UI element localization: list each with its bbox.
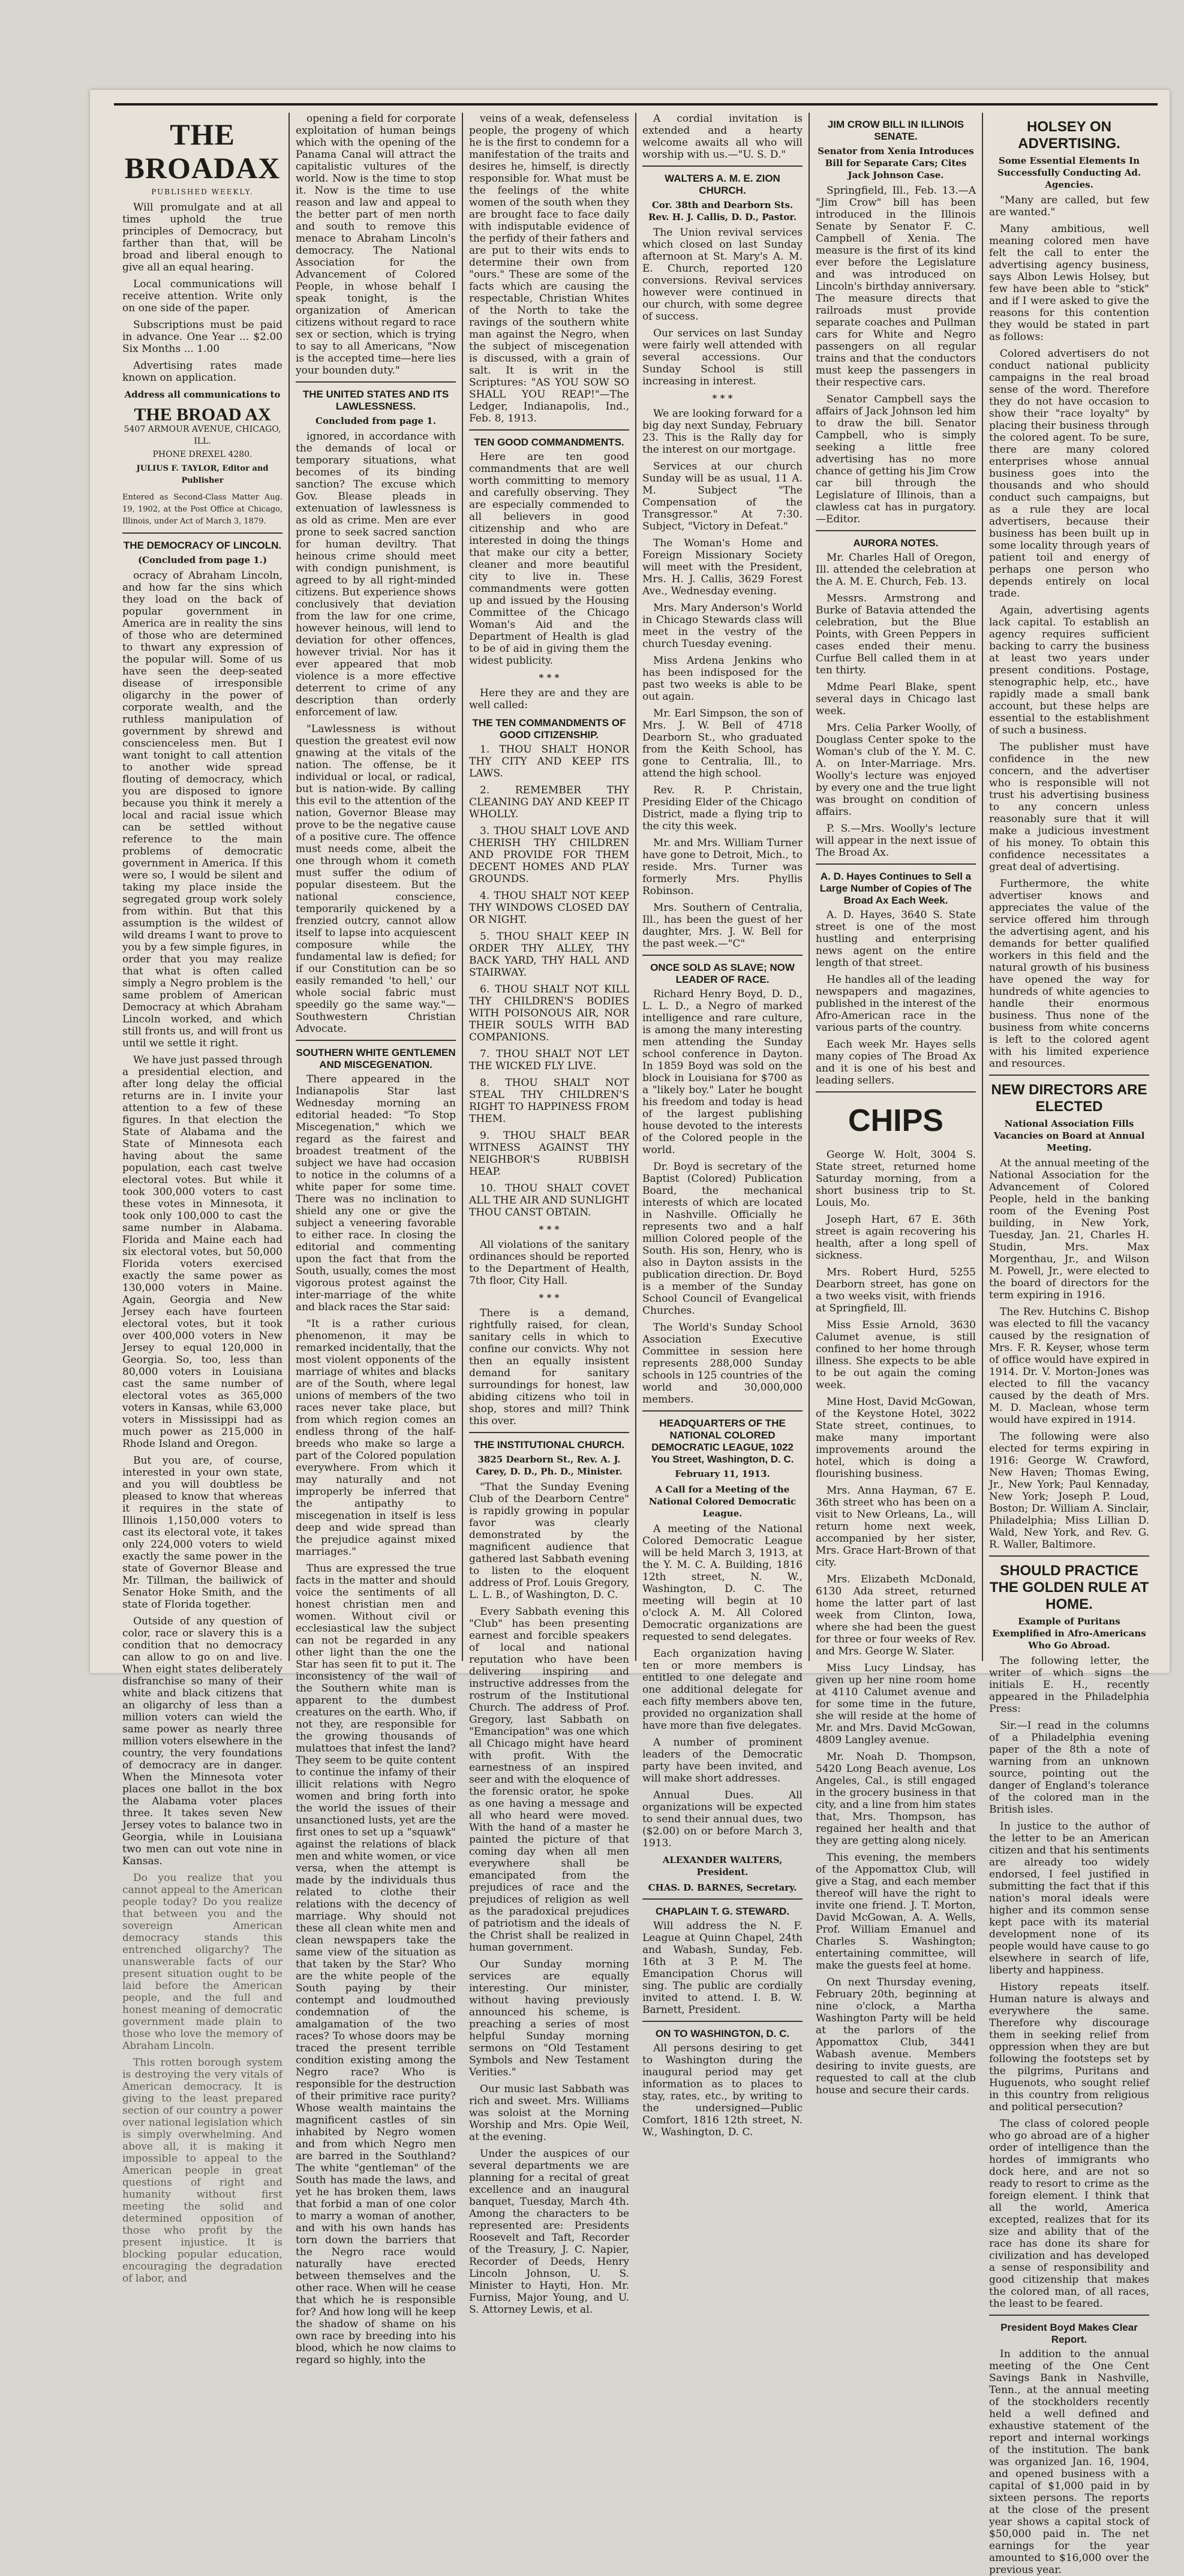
paragraph: All violations of the sanitary ordinances should be reported to the Department of Health, 7th floor, City Hall. [469, 1239, 629, 1287]
paragraph: Mrs. Mary Anderson's World in Chicago Stewards class will meet in the vestry of the church Tuesday evening. [642, 602, 803, 650]
column-4 [636, 113, 810, 2138]
paragraph: He handles all of the leading newspapers and magazines, published in the interest of the Afro-American race in the various parts of the country. [816, 974, 976, 1034]
paragraph: Many ambitious, well meaning colored men have felt the call to enter the advertising agency business, says Albon Lewis Holsey, but few have been able to "stick" and if I were asked to give the reasons for this contention they would be stated in part as follows: [989, 223, 1149, 343]
paragraph: Our services on last Sunday were fairly well attended with several accessions. Our Sunday School is still increasing in interest. [642, 327, 803, 387]
paragraph: Outside of any question of color, race or slavery this is a condition that no democracy can allow to go on and live. When eight states deliberately disfranchise so many of their white and black citizens that an oligarchy of less than a million voters can wield the same power as nearly three million voters elsewhere in the country, the very foundations of democracy are in danger. When the Minnesota voter places one ballot in the box the Alabama voter places three. It takes seven New Jersey votes to balance two in Georgia, while in Louisiana two men can out vote nine in Kansas. [122, 1615, 283, 1867]
signature: CHAS. D. BARNES, Secretary. [648, 1882, 797, 1893]
paragraph: Mr. Earl Simpson, the son of Mrs. J. W. Bell of 4718 Dearborn St., who graduated from the Keith School, has gone to Centralia, Ill., to attend the high school. [642, 708, 803, 780]
paragraph: Here they are and they are well called: [469, 687, 629, 711]
paragraph: Annual Dues. All organizations will be expected to send their annual dues, two ($2.00) on or before March 3, 1913. [642, 1789, 803, 1849]
heading-new-directors: NEW DIRECTORS ARE ELECTED [991, 1082, 1147, 1115]
masthead-editor: JULIUS F. TAYLOR, Editor and Publisher [136, 464, 269, 485]
masthead-address: 5407 ARMOUR AVENUE, CHICAGO, ILL. [124, 425, 281, 446]
subheading: (Concluded from page 1.) [137, 555, 268, 565]
divider [816, 863, 976, 865]
subheading: A Call for a Meeting of the National Colored Democratic League. [648, 1484, 797, 1519]
paragraph: History repeats itself. Human nature is always and everywhere the same. Therefore why discourage them in seeking relief from oppression when they are but following the footsteps set by the pilgrims, Puritans and Huguenots, who sought relief in this country from religious and political persecution? [989, 1981, 1149, 2113]
commandment: 7. THOU SHALT NOT LET THE WICKED FLY LIVE. [469, 1048, 629, 1072]
paragraph: Messrs. Armstrong and Burke of Batavia attended the celebration, but the Blue Points, with Green Peppers in cases ended their menu. Curfue Bell called them in at ten thirty. [816, 592, 976, 676]
paragraph: Rev. R. P. Christain, Presiding Elder of the Chicago District, made a flying trip to the city this week. [642, 784, 803, 832]
masthead-intro: Will promulgate and at all times uphold the true principles of Democracy, but farther than that, will be broad and liberal enough to give all an equal hearing. [122, 201, 283, 273]
heading-democracy-lincoln: THE DEMOCRACY OF LINCOLN. [123, 540, 282, 551]
stars: * * * [539, 1292, 560, 1303]
divider [989, 1075, 1149, 1076]
heading-chips: CHIPS [848, 1103, 943, 1138]
top-rule [114, 103, 1158, 106]
paragraph: We are looking forward for a big day next Sunday, February 23. This is the Rally day for the interest on our mortgage. [642, 408, 803, 456]
paragraph: On next Thursday evening, February 20th, beginning at nine o'clock, a Martha Washington Party will be held at the parlors of the Appomattox Club, 3441 Wabash avenue. Members desiring to invite guests, are requested to call at the club house and secure their cards. [816, 1976, 976, 2096]
commandment: 3. THOU SHALT LOVE AND CHERISH THY CHILDREN AND PROVIDE FOR THEM DECENT HOMES AND PLAY GROUNDS. [469, 825, 629, 885]
column-2 [290, 113, 463, 2366]
paragraph: Will address the N. F. League at Quinn Chapel, 24th and Wabash, Sunday, Feb. 16th at 3 P. M. The Emancipation Chorus will sing. The public are cordially invited to attend. I. B. W. Barnett, President. [642, 1920, 803, 2016]
heading-once-sold-as-slave: ONCE SOLD AS SLAVE; NOW LEADER OF RACE. [650, 962, 795, 985]
divider [989, 2315, 1149, 2316]
stars: * * * [539, 672, 560, 683]
subheading: Example of Puritans Exemplified in Afro-Americans Who Go Abroad. [992, 1616, 1146, 1651]
column-6 [983, 113, 1155, 2576]
paragraph: Furthermore, the white advertiser knows and appreciates the value of the service offered him through the advertising agent, and his demands for better qualified workers in this field and the natural growth of his business have opened the way for hundreds of white agencies to handle their enormous business. Thus none of the business from white concerns is left to the colored agent with his limited experience and resources. [989, 878, 1149, 1070]
heading-chaplain-steward: CHAPLAIN T. G. STEWARD. [656, 1906, 789, 1917]
column-1 [116, 113, 290, 2285]
masthead-title-2: THE BROAD AX [134, 405, 271, 425]
divider [296, 1040, 456, 1041]
paragraph: veins of a weak, defenseless people, the progeny of which he is the first to condemn for a manifestation of the traits and desires he, himself, is directly responsible for. What must be the feelings of the white women of the south when they are brought face to face daily with indisputable evidence of the perfidy of their fathers and are put to their wits ends to determine their own from "ours." These are some of the facts which are causing the respectable, Christian Whites of the North to take the ravings of the southern white man against the Negro, when the subject of miscegenation is discussed, with a grain of salt. It is writ in the Scriptures: "AS YOU SOW SO SHALL YOU REAP!"—The Ledger, Indianapolis, Ind., Feb. 8, 1913. [469, 113, 629, 425]
paragraph: There appeared in the Indianapolis Star last Wednesday morning an editorial headed: "To Stop Miscegenation," which we regard as the fairest and broadest treatment of the subject we have had occasion to notice in the columns of a white paper for some time. There was no inclination to shield any one or give the subject a veneering favorable to either race. In closing the editorial and commenting upon the fact that from the South, usually, comes the most vigorous protest against the inter-marriage of the white and black races the Star said: [296, 1073, 456, 1313]
paragraph: In addition to the annual meeting of the One Cent Savings Bank in Nashville, Tenn., at the annual meeting of the stockholders recently held a well defined and exhaustive statement of the report and internal workings of the institution. The bank was organized Jan. 16, 1904, and opened business with a capital of $1,000 paid in by sixteen persons. The reports at the close of the present year shows a capital stock of $50,000 paid in. The net earnings for the year amounted to $16,000 over the previous year. [989, 2348, 1149, 2576]
paragraph: Mdme Pearl Blake, spent several days in Chicago last week. [816, 681, 976, 717]
masthead-published: PUBLISHED WEEKLY. [151, 188, 254, 196]
divider [642, 2021, 803, 2022]
column-3 [463, 113, 636, 2316]
paragraph: "Lawlessness is without question the greatest evil now gnawing at the vitals of the nation. The offense, be it individual or local, or radical, but is nation-wide. By calling this evil to the attention of the nation, Governor Blease may prove to be the negative cause of a positive cure. The offence must needs come, albeit the one through whom it cometh must suffer the odium of popular disesteem. But the national conscience, temporarily quickened by a frenzied outcry, cannot allow itself to lapse into acquiescent composure while the fundamental law is defied; for if our Constitution can be so easily remanded 'to hell,' our whole social fabric must speedily go the same way."—Southwestern Christian Advocate. [296, 723, 456, 1035]
paragraph: Mrs. Robert Hurd, 5255 Dearborn street, has gone on a two weeks visit, with friends at Springfield, Ill. [816, 1266, 976, 1314]
paragraph: The Rev. Hutchins C. Bishop was elected to fill the vacancy caused by the resignation of Mrs. F. R. Keyser, whose term of office would have expired in 1914. Dr. V. Morton-Jones was elected to fill the vacancy caused by the death of Mrs. M. D. Maclean, whose term would have expired in 1914. [989, 1306, 1149, 1426]
paragraph: There is a demand, rightfully raised, for clean, sanitary cells in which to confine our convicts. Why not then an equally insistent demand for sanitary surroundings for honest, law abiding citizens who toil in shop, stores and mill? Think this over. [469, 1307, 629, 1427]
paragraph: Mr. and Mrs. William Turner have gone to Detroit, Mich., to reside. Mrs. Turner was formerly Mrs. Phyllis Robinson. [642, 837, 803, 897]
paragraph: ignored, in accordance with the demands of local or temporary situations, what becomes of its binding sanction? The excuse which Gov. Blease pleads in extenuation of lawlessness is as old as crime. Men are ever prone to seek sacred sanction for human deviltry. That heinous crime should meet with condign punishment, is agreed to by all right-minded citizens. But experience shows conclusively that deviation from the law for one crime, however heinous, will lend to deviation for other offences, however trivial. Nor has it ever appeared that mob violence is a more effective deterrent to crime of any description than orderly enforcement of law. [296, 431, 456, 718]
paragraph: opening a field for corporate exploitation of human beings which with the opening of the Panama Canal will attract the capitalistic vultures of the world. Now is the time to stop it. Now is the time to use reason and law and appeal to the better part of men north and south to remove this menace to Abraham Lincoln's democracy. The National Association for the Advancement of Colored People, in whose behalf I speak tonight, is the organization of American citizens without regard to race sex or section, which is trying to say to all Americans, "Now is the accepted time—here lies your bounden duty." [296, 113, 456, 377]
paragraph: Springfield, Ill., Feb. 13.—A "Jim Crow" bill has been introduced in the Illinois Senate by Senator F. C. Campbell of Xenia. The measure is the first of its kind ever before the Legislature and was introduced on Lincoln's birthday anniversary. The measure directs that railroads must provide separate coaches and Pullman cars for White and Negro passengers on all regular trains and that the conductors must keep the passengers in their respective cars. [816, 185, 976, 389]
paragraph: Under the auspices of our several departments we are planning for a recital of great excellence and an inaugural banquet, Tuesday, March 4th. Among the characters to be represented are: Presidents Roosevelt and Taft, Recorder of the Treasury, J. C. Napier, Recorder of Deeds, Henry Lincoln Johnson, U. S. Minister to Hayti, Hon. Mr. Furniss, Major Young, and U. S. Attorney Lewis, et al. [469, 2148, 629, 2316]
paragraph: Thus are expressed the true facts in the matter and should voice the sentiments of all honest christian men and women. Without civil or ecclesiastical law the subject can not be regarded in any other light than the one the Star has seen fit to put it. The inconsistency of the wail of the Southern white man is apparent to the dumbest creatures on the earth. Who, if not they, are responsible for the growing thousands of mulattoes that infest the land? They seem to be quite content to continue the infamy of their illicit relations with Negro women and bring forth into the world the issues of their unsanctioned lusts, yet are the first ones to set up a "squawk" against the relations of black men and white women, or vice versa, when the attempt is made by the individuals thus related to clothe their relations with the decency of marriage. Why should not these all clean white men and clean newspapers take the same view of the situation as that taken by the Star? Who are the white people of the South paying by their contempt and loudmouthed condemnation of the amalgamation of the two races? To whose doors may be traced the present terrible condition existing among the Negro race? Who is responsible for the destruction of their primitive race purity? Whose wealth maintains the magnificent castles of sin inhabited by Negro women and from which Negro men are barred in the Southland? The white "gentleman" of the South has made the laws, and yet he has broken them, laws that forbid a man of one color to marry a woman of another, and with his own hands has torn down the barriers that the Negro race would naturally have erected between themselves and the other race. When will he cease that which he is responsible for? And how long will he keep the shadow of shame on his own race by breeding into his blood, which he now claims to regard so highly, into the [296, 1563, 456, 2366]
commandment: 5. THOU SHALT KEEP IN ORDER THY ALLEY, THY BACK YARD, THY HALL AND STAIRWAY. [469, 931, 629, 979]
paragraph: Mr. Noah D. Thompson, 5420 Long Beach avenue, Los Angeles, Cal., is still engaged in the grocery business in that city, and a line from him states that, Mrs. Thompson, has regained her health and that they are getting along nicely. [816, 1751, 976, 1847]
commandment: 1. THOU SHALT HONOR THY CITY AND KEEP ITS LAWS. [469, 744, 629, 780]
paragraph: Mrs. Elizabeth McDonald, 6130 Ada street, returned home the latter part of last week from Clinton, Iowa, where she had been the guest for three or four weeks of Rev. and Mrs. George W. Slater. [816, 1573, 976, 1657]
masthead-advertising: Advertising rates made known on application. [122, 360, 283, 384]
commandment: 10. THOU SHALT COVET ALL THE AIR AND SUNLIGHT THOU CANST OBTAIN. [469, 1182, 629, 1218]
paragraph: This evening, the members of the Appomattox Club, will give a Stag, and each member thereof will have the right to invite one friend. J. T. Morton, David McGowan, A. A. Wells, Prof. William Emanuel and Charles S. Washington; entertaining committee, will make the guests feel at home. [816, 1852, 976, 1972]
divider [816, 1091, 976, 1093]
subheading: National Association Fills Vacancies on Board at Annual Meeting. [993, 1118, 1145, 1153]
paragraph: George W. Holt, 3004 S. State street, returned home Saturday morning, from a short business trip to St. Louis, Mo. [816, 1149, 976, 1209]
heading-democratic-league: HEADQUARTERS OF THE NATIONAL COLORED DEMOCRATIC LEAGUE, 1022 You Street, Washington, D. C. [651, 1418, 794, 1465]
paragraph: A. D. Hayes, 3640 S. State street is one of the most hustling and enterprising news agent on the entire length of that street. [816, 909, 976, 969]
masthead-title: THE BROADAX [124, 118, 281, 185]
heading-golden-rule: SHOULD PRACTICE THE GOLDEN RULE AT HOME. [989, 1563, 1149, 1612]
heading-commandments-citizenship: THE TEN COMMANDMENTS OF GOOD CITIZENSHIP. [472, 717, 626, 741]
paragraph: The following were also elected for terms expiring in 1916: George W. Crawford, New Haven; Thomas Ewing, Jr., New York; Paul Kennaday, New York; Joseph P. Loud, Boston; Dr. William A. Sinclair, Philadelphia; Miss Lillian D. Wald, New York, and Rev. G. R. Waller, Baltimore. [989, 1431, 1149, 1551]
heading-southern-white-gentlemen: SOUTHERN WHITE GENTLEMEN AND MISCEGENATION. [296, 1047, 456, 1070]
signature: ALEXANDER WALTERS, President. [662, 1855, 783, 1877]
masthead-entered: Entered as Second-Class Matter Aug. 19, 1902, at the Post Office at Chicago, Illinois, under Act of March 3, 1879. [122, 493, 283, 526]
paragraph: Senator Campbell says the affairs of Jack Johnson led him to draw the bill. Senator Campbell, who is simply seeking a little free advertising has no more chance of getting his Jim Crow car bill through the Legislature of Illinois, than a clawless cat has in purgatory.—Editor. [816, 393, 976, 525]
divider [469, 1432, 629, 1433]
heading-hayes-broad-ax: A. D. Hayes Continues to Sell a Large Number of Copies of The Broad Ax Each Week. [819, 871, 972, 906]
divider [816, 530, 976, 531]
paragraph: Every Sabbath evening this "Club" has been presenting earnest and forcible speakers of local and national reputation who have been delivering inspiring and instructive addresses from the rostrum of the Institutional Church. The address of Prof. Gregory, last Sabbath on "Emancipation" was one which all Chicago might have heard with profit. With the earnestness of an inspired seer and with the eloquence of the forensic orator, he spoke as one having a message and all who heard were moved. With the hand of a master he painted the picture of that coming day when all men everywhere shall be emancipated from the prejudices of race and the prejudices of religion as well as the paradoxical prejudices of patriotism and the ideals of the Christ shall be realized in human government. [469, 1606, 629, 1954]
paragraph: Mrs. Anna Hayman, 67 E. 36th street who has been on a visit to New Orleans, La., will return home next week, accompanied by her sister, Mrs. Grace Hart-Brown of that city. [816, 1485, 976, 1569]
paragraph: "It is a rather curious phenomenon, it may be remarked incidentally, that the most violent opponents of the marriage of whites and blacks are of the South, where legal unions of members of the two races never take place, but from which region comes an endless throng of the half-breeds who make so large a part of the Colored population everywhere. From which it may naturally and not improperly be inferred that the antipathy to miscegenation in itself is less deep and wide spread than the prejudice against mixed marriages." [296, 1318, 456, 1558]
paragraph: Mrs. Celia Parker Woolly, of Douglass Center spoke to the Woman's club of the Y. M. C. A. on Inter-Marriage. Mrs. Woolly's lecture was enjoyed by every one and the true light was brought on condition of affairs. [816, 722, 976, 818]
columns [116, 113, 1155, 2576]
heading-president-boyd: President Boyd Makes Clear Report. [1000, 2322, 1138, 2345]
divider [296, 381, 456, 383]
commandment: 8. THOU SHALT NOT STEAL THY CHILDREN'S RIGHT TO HAPPINESS FROM THEM. [469, 1077, 629, 1125]
masthead-subscriptions: Subscriptions must be paid in advance. One Year ... $2.00 Six Months ... 1.00 [122, 319, 283, 355]
paragraph: Miss Lucy Lindsay, has given up her nine room home at 4110 Calumet avenue and for some time in the future, she will reside at the home of Mr. and Mrs. David McGowan, 4809 Langley avenue. [816, 1662, 976, 1746]
heading-aurora-notes: AURORA NOTES. [853, 537, 939, 549]
paragraph: Each organization having ten or more members is entitled to one delegate and one additional delegate for each fifty members above ten, provided no organization shall have more than five delegates. [642, 1648, 803, 1732]
stars: * * * [712, 393, 733, 404]
divider [642, 1410, 803, 1412]
paragraph: Our Sunday morning services are equally interesting. Our minister, without having previously announced his scheme, is preaching a series of most helpful Sunday morning sermons on "Old Testament Symbols and New Testament Verities." [469, 1958, 629, 2078]
divider [642, 1898, 803, 1900]
heading-united-states-lawlessness: THE UNITED STATES AND ITS LAWLESSNESS. [302, 389, 449, 412]
masthead-local: Local communications will receive attention. Write only on one side of the paper. [122, 278, 283, 314]
paragraph: Miss Essie Arnold, 3630 Calumet avenue, is still confined to her home through illness. She expects to be able to be out again the coming week. [816, 1319, 976, 1391]
column-5 [810, 113, 983, 2096]
stars: * * * [539, 1224, 560, 1235]
heading-walters-church: WALTERS A. M. E. ZION CHURCH. [665, 173, 780, 196]
paragraph: Colored advertisers do not conduct national publicity campaigns in the real broad sense of the word. Therefore they do not have occasion to show their "race loyalty" by placing their business through the colored agent. To be sure, there are many colored enterprises whose annual business goes into the thousands and who should conduct such campaigns, but as a rule they are local advertisers, because their business has been built up in some locality through years of patient toil and energy of perhaps one person who depends entirely on local trade. [989, 348, 1149, 600]
subheading: Senator from Xenia Introduces Bill for Separate Cars; Cites Jack Johnson Case. [818, 146, 974, 180]
newspaper-page [90, 90, 1170, 2576]
paragraph: Dr. Boyd is secretary of the Baptist (Colored) Publication Board, the mechanical interests of which are located in Nashville. Officially he represents two and a half million Colored people of the South. His son, Henry, who is also in Dayton assists in the publication direction. Dr. Boyd is a member of the Sunday School Council of Evangelical Churches. [642, 1161, 803, 1317]
paragraph: A number of prominent leaders of the Democratic party have been invited, and will make short addresses. [642, 1737, 803, 1784]
commandment: 2. REMEMBER THY CLEANING DAY AND KEEP IT WHOLLY. [469, 784, 629, 820]
divider [642, 955, 803, 956]
paragraph: In justice to the author of the letter to be an American citizen and that his sentiments are already too widely endorsed, I feel justified in submitting the fact that if this nation's moral ideals were higher and its common sense kept pace with its material development none of its people would have cause to go elsewhere in search of life, liberty and happiness. [989, 1820, 1149, 1976]
commandment: 4. THOU SHALT NOT KEEP THY WINDOWS CLOSED DAY OR NIGHT. [469, 890, 629, 926]
paragraph: "That the Sunday Evening Club of the Dearborn Centre" is rapidly growing in popular favor was clearly demonstrated by the magnificent audience that gathered last Sabbath evening to listen to the eloquent address of Prof. Louis Gregory, L. L. B., of Washington, D. C. [469, 1481, 629, 1601]
paragraph: This rotten borough system is destroying the very vitals of American democracy. It is giving to the least prepared section of our country a power over national legislation which is simply overwhelming. And above all, it is making it impossible to appeal to the American people in great questions of right and humanity without first meeting the solid and determined opposition of those who profit by the present injustice. It is blocking popular education, encouraging the degradation of labor, and [122, 2057, 283, 2285]
dateline: February 11, 1913. [675, 1468, 770, 1479]
paragraph: A cordial invitation is extended and a hearty welcome awaits all who will worship with us.—"U. S. D." [642, 113, 803, 161]
heading-jim-crow-bill: JIM CROW BILL IN ILLINOIS SENATE. [827, 119, 964, 142]
subheading: Some Essential Elements In Successfully Conducting Ad. Agencies. [997, 155, 1141, 190]
divider [122, 532, 283, 534]
paragraph: Each week Mr. Hayes sells many copies of The Broad Ax and it is one of his best and leading sellers. [816, 1039, 976, 1087]
paragraph: Sir.—I read in the columns of a Philadelphia evening paper of the 8th a note of warning from an unknown source, pointing out the danger of England's tolerance of the colored man in the British isles. [989, 1720, 1149, 1816]
paragraph: Again, advertising agents lack capital. To establish an agency requires sufficient backing to carry the business at least two years under present conditions. Postage, stenographic help, etc., have rapidly made a small bank account, but these helps are essential to the establishment of such a business. [989, 604, 1149, 736]
heading-on-to-washington: ON TO WASHINGTON, D. C. [655, 2028, 790, 2039]
paragraph: A meeting of the National Colored Democratic League will be held March 3, 1913, at the Y. M. C. A. Building, 1816 12th street, N. W., Washington, D. C. The meeting will begin at 10 o'clock A. M. All Colored Democratic organizations are requested to send delegates. [642, 1523, 803, 1643]
paragraph: Our music last Sabbath was rich and sweet. Mrs. Williams was soloist at the Morning Worship and Mrs. Opie Weil, at the evening. [469, 2083, 629, 2143]
subheading: 3825 Dearborn St., Rev. A. J. Carey, D. D., Ph. D., Minister. [476, 1454, 623, 1477]
masthead-phone: PHONE DREXEL 4280. [152, 450, 253, 459]
paragraph: The Woman's Home and Foreign Missionary Society will meet with the President, Mrs. H. J. Callis, 3629 Forest Ave., Wednesday evening. [642, 537, 803, 597]
divider [469, 429, 629, 431]
divider [642, 165, 803, 167]
heading-institutional-church: THE INSTITUTIONAL CHURCH. [474, 1439, 624, 1450]
subheading: Cor. 38th and Dearborn Sts. Rev. H. J. Callis, D. D., Pastor. [648, 200, 797, 222]
paragraph: ocracy of Abraham Lincoln, and how far the sins which they load on the back of popular government in America are in reality the sins of those who are determined to thwart any expression of the popular will. Some of us have seen the deep-seated disease of irresponsible oligarchy in the power of corporate wealth, and the ruthless manipulation of government by shrewd and conscienceless men. But I want tonight to call attention to another wide spread flouting of democracy, which you are disposed to ignore because you think it merely a local and racial issue which can be settled without reference to the main problems of democratic government in America. If this were so, I would be silent and taking my place inside the segregated group work solely from within. But that this assumption is the wildest of wild dreams I want to prove to you by a few simple figures, in order that you may realize that what is often called simply a Negro problem is the same problem of American Democracy at which Abraham Lincoln worked, and which still fronts us, and will front us until we settle it right. [122, 570, 283, 1049]
paragraph: We have just passed through a presidential election, and after long delay the official returns are in. I invite your attention to a few of these figures. In that election the State of Alabama and the State of Minnesota each having about the same population, each cast twelve electoral votes. But while it took 300,000 voters to cast these votes in Minnesota, it took only 100,000 to cast the same number in Alabama. Florida and Maine each had six electoral votes, but 50,000 Florida voters exercised exactly the same power as 130,000 voters in Maine. Again, Georgia and New Jersey each have fourteen electoral votes, but it took over 400,000 voters in New Jersey to equal 120,000 in Georgia. So, too, less than 80,000 voters in Louisiana cast the same number of electoral votes as 365,000 voters in Kansas, while 63,000 voters in Mississippi had as much power as 215,000 in Rhode Island and Oregon. [122, 1054, 283, 1450]
heading-ten-good-commandments: TEN GOOD COMMANDMENTS. [474, 437, 624, 448]
paragraph: Mr. Charles Hall of Oregon, Ill. attended the celebration at the A. M. E. Church, Feb. 13. [816, 552, 976, 588]
heading-holsey-advertising: HOLSEY ON ADVERTISING. [1018, 119, 1120, 152]
paragraph: "Many are called, but few are wanted." [989, 194, 1149, 218]
paragraph: At the annual meeting of the National Association for the Advancement of Colored People, held in the banking room of the Evening Post building, in New York, Tuesday, Jan. 21, Charles H. Studin, Mrs. Max Morgenthau, Jr., and Wilson M. Powell, Jr., were elected to the board of directors for the term expiring in 1916. [989, 1157, 1149, 1301]
masthead-address-to: Address all communications to [124, 389, 281, 400]
paragraph: Services at our church Sunday will be as usual, 11 A. M. Subject "The Compensation of the Transgressor." At 7:30. Subject, "Victory in Defeat." [642, 461, 803, 532]
paragraph: Miss Ardena Jenkins who has been indisposed for the past two weeks is able to be out again. [642, 655, 803, 703]
paragraph: Joseph Hart, 67 E. 36th street is again recovering his health, after a long spell of sickness. [816, 1214, 976, 1262]
paragraph: The World's Sunday School Association Executive Committee in session here represents 288,000 Sunday schools in 125 countries of the world and 30,000,000 members. [642, 1322, 803, 1406]
paragraph: P. S.—Mrs. Woolly's lecture will appear in the next issue of The Broad Ax. [816, 823, 976, 859]
divider [989, 1555, 1149, 1557]
paragraph: The class of colored people who go abroad are of a higher order of intelligence than the hordes of immigrants who dock here, and are not so ready to resort to crime as the foreign element. I think that all the world, America excepted, realizes that for its size and ability that of the race has done its share for civilization and has developed a sense of responsibility and good citizenship that makes the colored man, of all races, the least to be feared. [989, 2118, 1149, 2310]
paragraph: The Union revival services which closed on last Sunday afternoon at St. Mary's A. M. E. Church, reported 120 conversions. Revival services however were continued in our church, with some degree of success. [642, 227, 803, 323]
commandment: 9. THOU SHALT BEAR WITNESS AGAINST THY NEIGHBOR'S RUBBISH HEAP. [469, 1130, 629, 1178]
paragraph: Mine Host, David McGowan, of the Keystone Hotel, 3022 State street, continues, to make many important improvements around the hotel, which is doing a flourishing business. [816, 1396, 976, 1480]
commandment: 6. THOU SHALT NOT KILL THY CHILDREN'S BODIES WITH POISONOUS AIR, NOR THEIR SOULS WITH BAD COMPANIONS. [469, 983, 629, 1043]
paragraph: The publisher must have confidence in the new concern, and the advertiser who is responsible will not trust his advertising business to any concern unless reasonably sure that it will make a judicious investment of his money. To obtain this confidence necessitates a great deal of advertising. [989, 741, 1149, 873]
paragraph: But you are, of course, interested in your own state, and you will doubtless be pleased to know that whereas it requires in the state of Illinois 1,150,000 voters to cast its electoral vote, it takes only 224,000 voters to wield exactly the same power in the state of Governor Blease and Mr. Tillman, the bailiwick of Senator Hoke Smith, and the state of Florida together. [122, 1455, 283, 1611]
paragraph: Do you realize that you cannot appeal to the American people today? Do you realize that between you and the sovereign American democracy stands this entrenched oligarchy? The unanswerable facts of our present situation ought to be laid before the American people, and the full and honest meaning of democratic government made plain to those who love the memory of Abraham Lincoln. [122, 1872, 283, 2052]
paragraph: The following letter, the writer of which signs the initials E. H., recently appeared in the Philadelphia Press: [989, 1655, 1149, 1715]
paragraph: All persons desiring to get to Washington during the inaugural period may get information as to places to stay, rates, etc., by writing to the undersigned—Public Comfort, 1816 12th street, N. W., Washington, D. C. [642, 2042, 803, 2138]
subheading: Concluded from page 1. [315, 416, 436, 426]
paragraph: Richard Henry Boyd, D. D., L. L. D., a Negro of marked intelligence and rare culture, is among the many interesting men attending the Sunday school conference in Dayton. In 1859 Boyd was sold on the block in Louisiana for $700 as a "likely boy." Later he bought his freedom and today is head of the largest publishing house devoted to the interests of the Colored people in the world. [642, 988, 803, 1156]
paragraph: Mrs. Southern of Centralia, Ill., has been the guest of her daughter, Mrs. J. W. Bell for the past week.—"C" [642, 902, 803, 950]
paragraph: Here are ten good commandments that are well worth committing to memory and carefully observing. They are especially commended to all believers in good citizenship and who are interested in doing the things that make our city a better, cleaner and more beautiful city to live in. These commandments were gotten up and issued by the Housing Committee of the Chicago Woman's Aid and the Department of Health is glad to be of aid in giving them the widest publicity. [469, 451, 629, 667]
